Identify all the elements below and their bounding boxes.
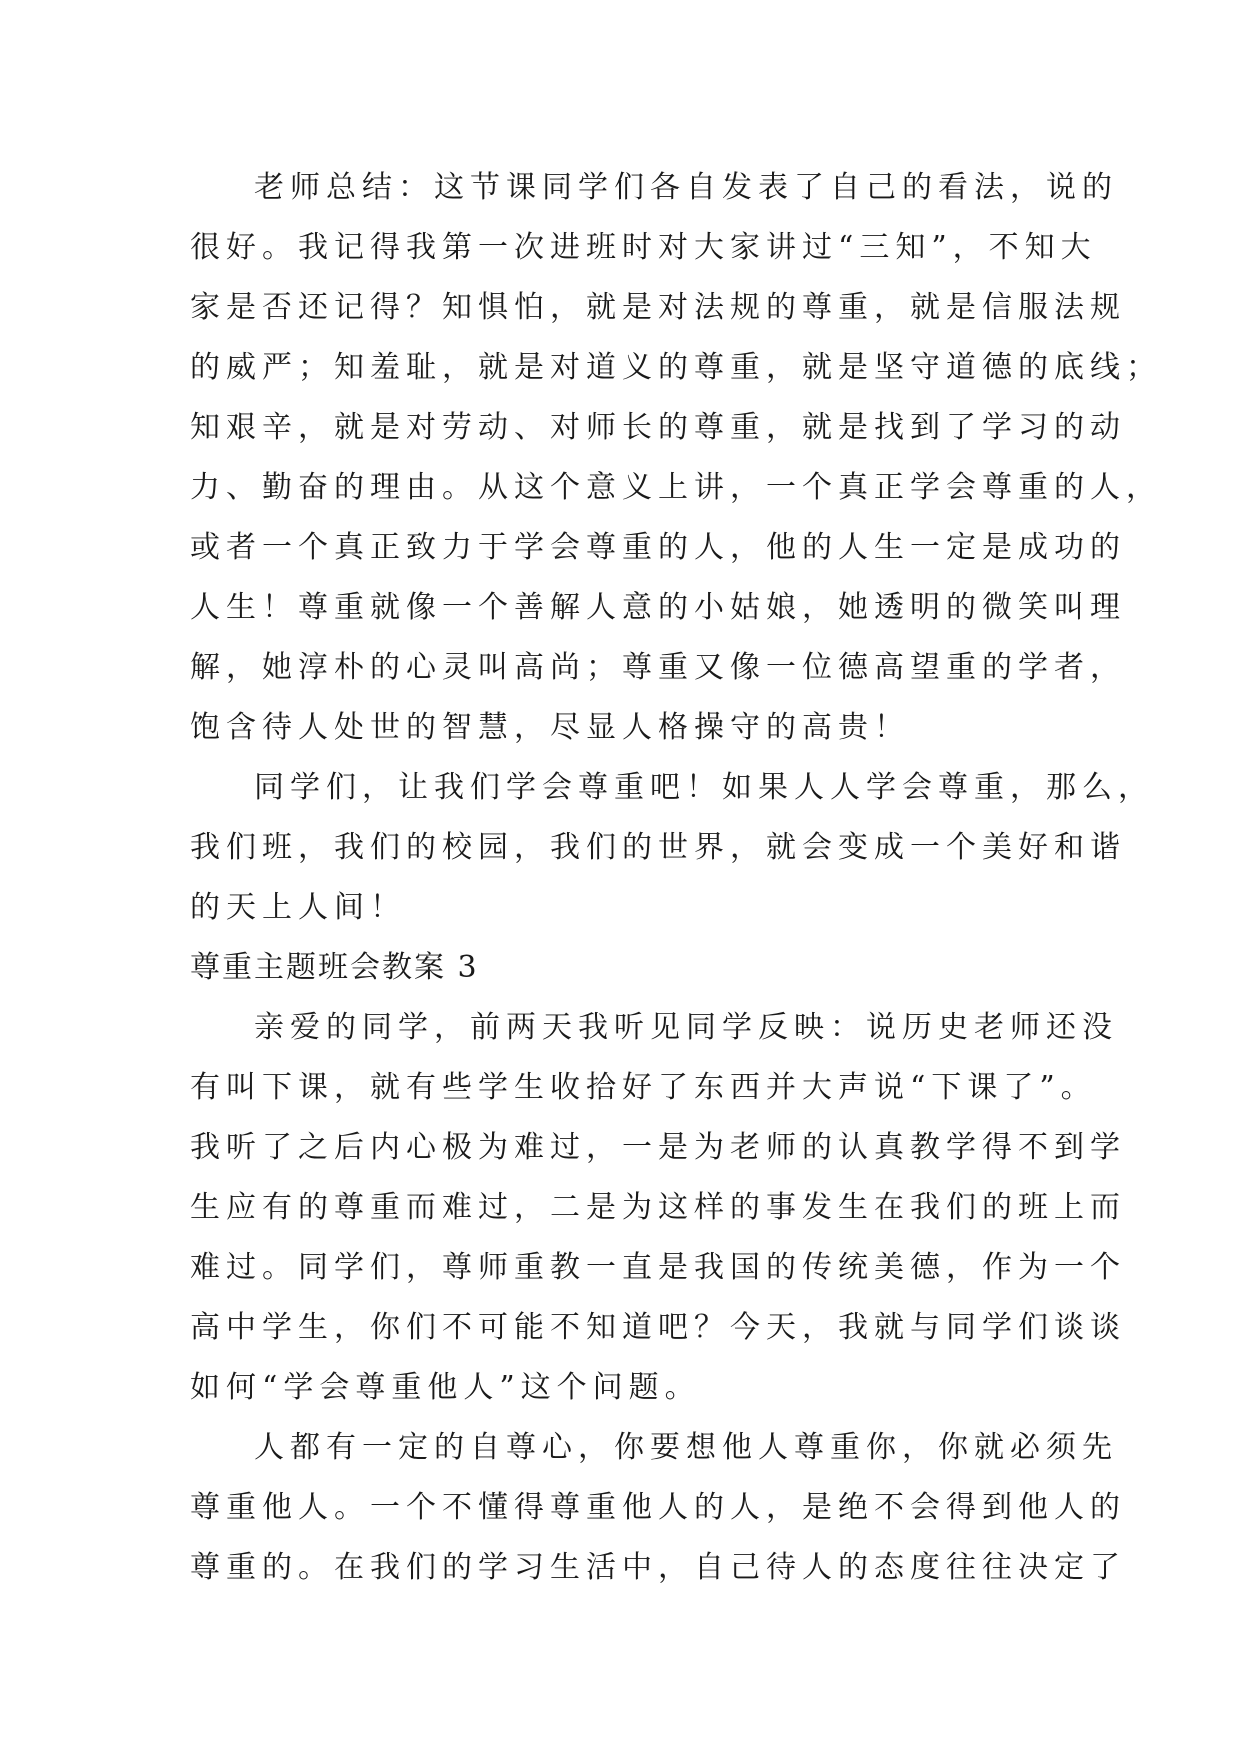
text-line: 高中学生，你们不可能不知道吧？今天，我就与同学们谈谈 (190, 1310, 1126, 1345)
text-line: 生应有的尊重而难过，二是为这样的事发生在我们的班上而 (190, 1190, 1126, 1225)
text-line: 如何“学会尊重他人”这个问题。 (190, 1370, 701, 1405)
text-line: 家是否还记得？知惧怕，就是对法规的尊重，就是信服法规 (190, 290, 1126, 325)
paragraph-self-esteem (190, 1418, 1126, 1598)
paragraph-teacher-summary (190, 158, 1162, 758)
text-line: 同学们，让我们学会尊重吧！如果人人学会尊重，那么， (254, 770, 1154, 805)
section-title: 尊重主题班会教案 3 (190, 950, 479, 985)
text-line: 解，她淳朴的心灵叫高尚；尊重又像一位德高望重的学者， (190, 650, 1126, 685)
text-line: 或者一个真正致力于学会尊重的人，他的人生一定是成功的 (190, 530, 1126, 565)
text-line: 我们班，我们的校园，我们的世界，就会变成一个美好和谐 (190, 830, 1126, 865)
text-line: 力、勤奋的理由。从这个意义上讲，一个真正学会尊重的人， (190, 470, 1162, 505)
text-line: 的威严；知羞耻，就是对道义的尊重，就是坚守道德的底线； (190, 350, 1162, 385)
document-body (190, 158, 1162, 1598)
text-line: 人都有一定的自尊心，你要想他人尊重你，你就必须先 (254, 1430, 1118, 1465)
section-heading (190, 938, 1070, 998)
text-line: 人生！尊重就像一个善解人意的小姑娘，她透明的微笑叫理 (190, 590, 1126, 625)
text-line: 的天上人间！ (190, 890, 406, 925)
text-line: 尊重他人。一个不懂得尊重他人的人，是绝不会得到他人的 (190, 1490, 1126, 1525)
text-line: 老师总结：这节课同学们各自发表了自己的看法，说的 (254, 170, 1118, 205)
paragraph-call-to-respect (190, 758, 1154, 938)
text-line: 知艰辛，就是对劳动、对师长的尊重，就是找到了学习的动 (190, 410, 1126, 445)
text-line: 饱含待人处世的智慧，尽显人格操守的高贵！ (190, 710, 910, 745)
paragraph-history-class (190, 998, 1126, 1418)
text-line: 我听了之后内心极为难过，一是为老师的认真教学得不到学 (190, 1130, 1126, 1165)
text-line: 有叫下课，就有些学生收拾好了东西并大声说“下课了”。 (190, 1070, 1097, 1105)
text-line: 亲爱的同学，前两天我听见同学反映：说历史老师还没 (254, 1010, 1118, 1045)
text-line: 尊重的。在我们的学习生活中，自己待人的态度往往决定了 (190, 1550, 1126, 1585)
text-line: 很好。我记得我第一次进班时对大家讲过“三知”，不知大 (190, 230, 1097, 265)
text-line: 难过。同学们，尊师重教一直是我国的传统美德，作为一个 (190, 1250, 1126, 1285)
